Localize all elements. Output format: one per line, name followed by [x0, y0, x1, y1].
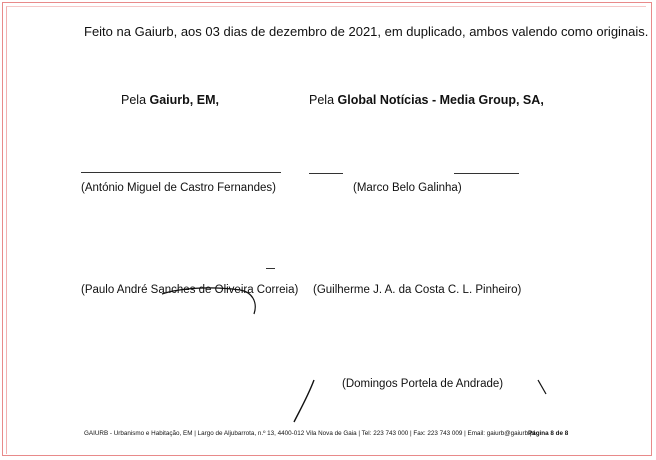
- signatory-left-1: (António Miguel de Castro Fernandes): [81, 182, 276, 194]
- right-party-heading: Pela Global Notícias - Media Group, SA,: [309, 93, 544, 107]
- signatory-right-3: (Domingos Portela de Andrade): [342, 378, 504, 390]
- page-number: Página 8 de 8: [528, 430, 569, 437]
- signature-line-left-1: [81, 172, 281, 173]
- page-border-inner: [6, 6, 649, 454]
- closing-statement: Feito na Gaiurb, aos 03 dias de dezembro de 2021, em duplicado, ambos valendo como originais.: [84, 24, 649, 39]
- handwritten-signature-stroke: [160, 280, 280, 320]
- signatory-left-2: (Paulo André Sanches de Oliveira Correia): [81, 284, 299, 296]
- handwritten-signature-stroke-3: [536, 378, 550, 398]
- signature-mark: [266, 268, 275, 269]
- handwritten-signature-stroke-2: [290, 378, 320, 424]
- left-party-heading: Pela Gaiurb, EM,: [121, 93, 219, 107]
- footer-text: GAIURB - Urbanismo e Habitação, EM | Largo de Aljubarrota, n.º 13, 4400-012 Vila Nova de Gaia | Tel: 223 743 000 | Fax: 223 743 009 | Email: gaiurb@gaiurb.pt: [84, 430, 536, 437]
- signatory-right-1: (Marco Belo Galinha): [353, 182, 462, 194]
- signatory-right-2: (Guilherme J. A. da Costa C. L. Pinheiro): [313, 284, 522, 296]
- signature-line-right-1a: [309, 173, 343, 174]
- signature-line-right-1b: [454, 173, 519, 174]
